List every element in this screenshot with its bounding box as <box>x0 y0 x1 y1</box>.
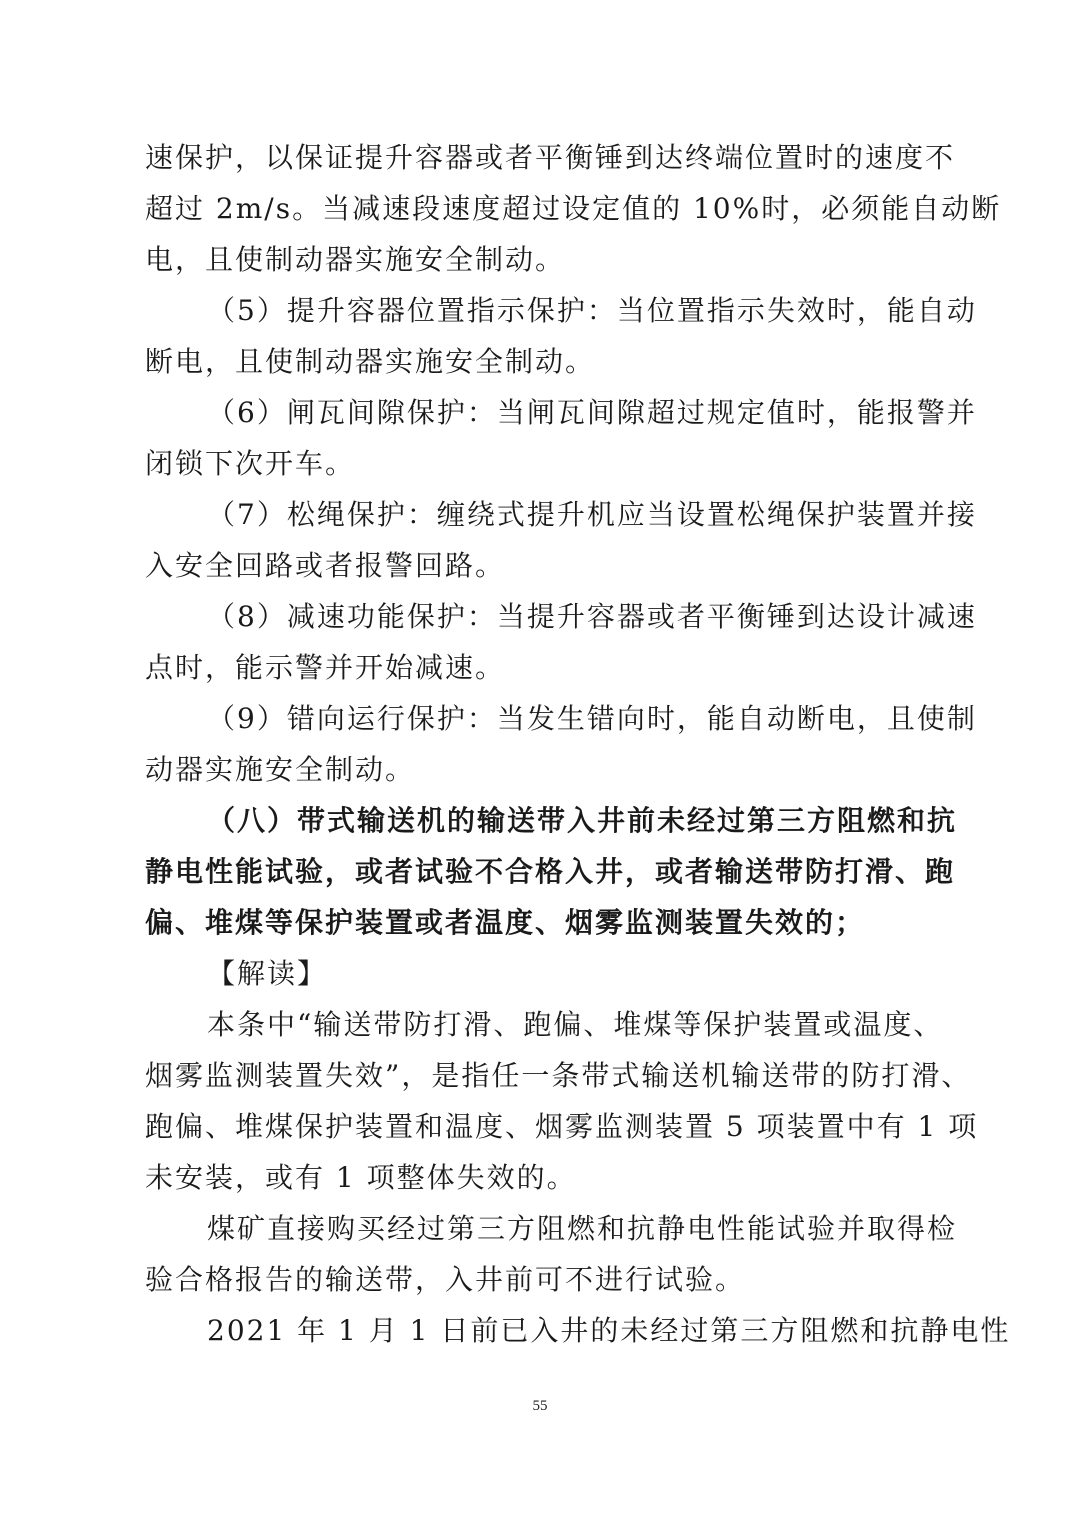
text-line: 烟雾监测装置失效”，是指任一条带式输送机输送带的防打滑、 <box>145 1059 972 1092</box>
text-line: （7）松绳保护：缠绕式提升机应当设置松绳保护装置并接 <box>207 498 977 531</box>
text-line: （八）带式输送机的输送带入井前未经过第三方阻燃和抗 <box>207 804 958 837</box>
text-line: 电，且使制动器实施安全制动。 <box>145 243 566 276</box>
text-line: 闭锁下次开车。 <box>145 447 356 480</box>
text-line: （8）减速功能保护：当提升容器或者平衡锤到达设计减速 <box>207 600 977 633</box>
text-line: 跑偏、堆煤保护装置和温度、烟雾监测装置 5 项装置中有 1 项 <box>145 1110 979 1143</box>
text-line: （5）提升容器位置指示保护：当位置指示失效时，能自动 <box>207 294 977 327</box>
paragraph <box>145 999 979 1203</box>
paragraph <box>145 1305 1011 1356</box>
text-line: 入安全回路或者报警回路。 <box>145 549 506 582</box>
paragraph <box>145 489 977 591</box>
interpretation-label <box>145 948 935 999</box>
text-line: 动器实施安全制动。 <box>145 753 416 786</box>
paragraph <box>145 285 977 387</box>
text-line: 验合格报告的输送带，入井前可不进行试验。 <box>145 1263 746 1296</box>
text-line: 煤矿直接购买经过第三方阻燃和抗静电性能试验并取得检 <box>207 1212 958 1245</box>
text-line: 未安装，或有 1 项整体失效的。 <box>145 1161 577 1194</box>
paragraph <box>145 132 1002 285</box>
text-line: 【解读】 <box>207 957 328 990</box>
text-line: 偏、堆煤等保护装置或者温度、烟雾监测装置失效的； <box>145 906 866 939</box>
paragraph <box>145 591 977 693</box>
paragraph <box>145 387 977 489</box>
text-line: 断电，且使制动器实施安全制动。 <box>145 345 596 378</box>
paragraph <box>145 1203 958 1305</box>
text-line: 2021 年 1 月 1 日前已入井的未经过第三方阻燃和抗静电性 <box>207 1314 1011 1347</box>
page-number: 55 <box>532 1398 548 1414</box>
text-line: （6）闸瓦间隙保护：当闸瓦间隙超过规定值时，能报警并 <box>207 396 977 429</box>
document-body <box>145 132 1011 1356</box>
text-line: 超过 2m/s。当减速段速度超过设定值的 10%时，必须能自动断 <box>145 192 1002 225</box>
text-line: 速保护，以保证提升容器或者平衡锤到达终端位置时的速度不 <box>145 141 956 174</box>
text-line: 点时，能示警并开始减速。 <box>145 651 506 684</box>
text-line: 本条中“输送带防打滑、跑偏、堆煤等保护装置或温度、 <box>207 1008 944 1041</box>
paragraph <box>145 693 977 795</box>
text-line: 静电性能试验，或者试验不合格入井，或者输送带防打滑、跑 <box>145 855 956 888</box>
section-heading <box>145 795 958 948</box>
text-line: （9）错向运行保护：当发生错向时，能自动断电，且使制 <box>207 702 977 735</box>
